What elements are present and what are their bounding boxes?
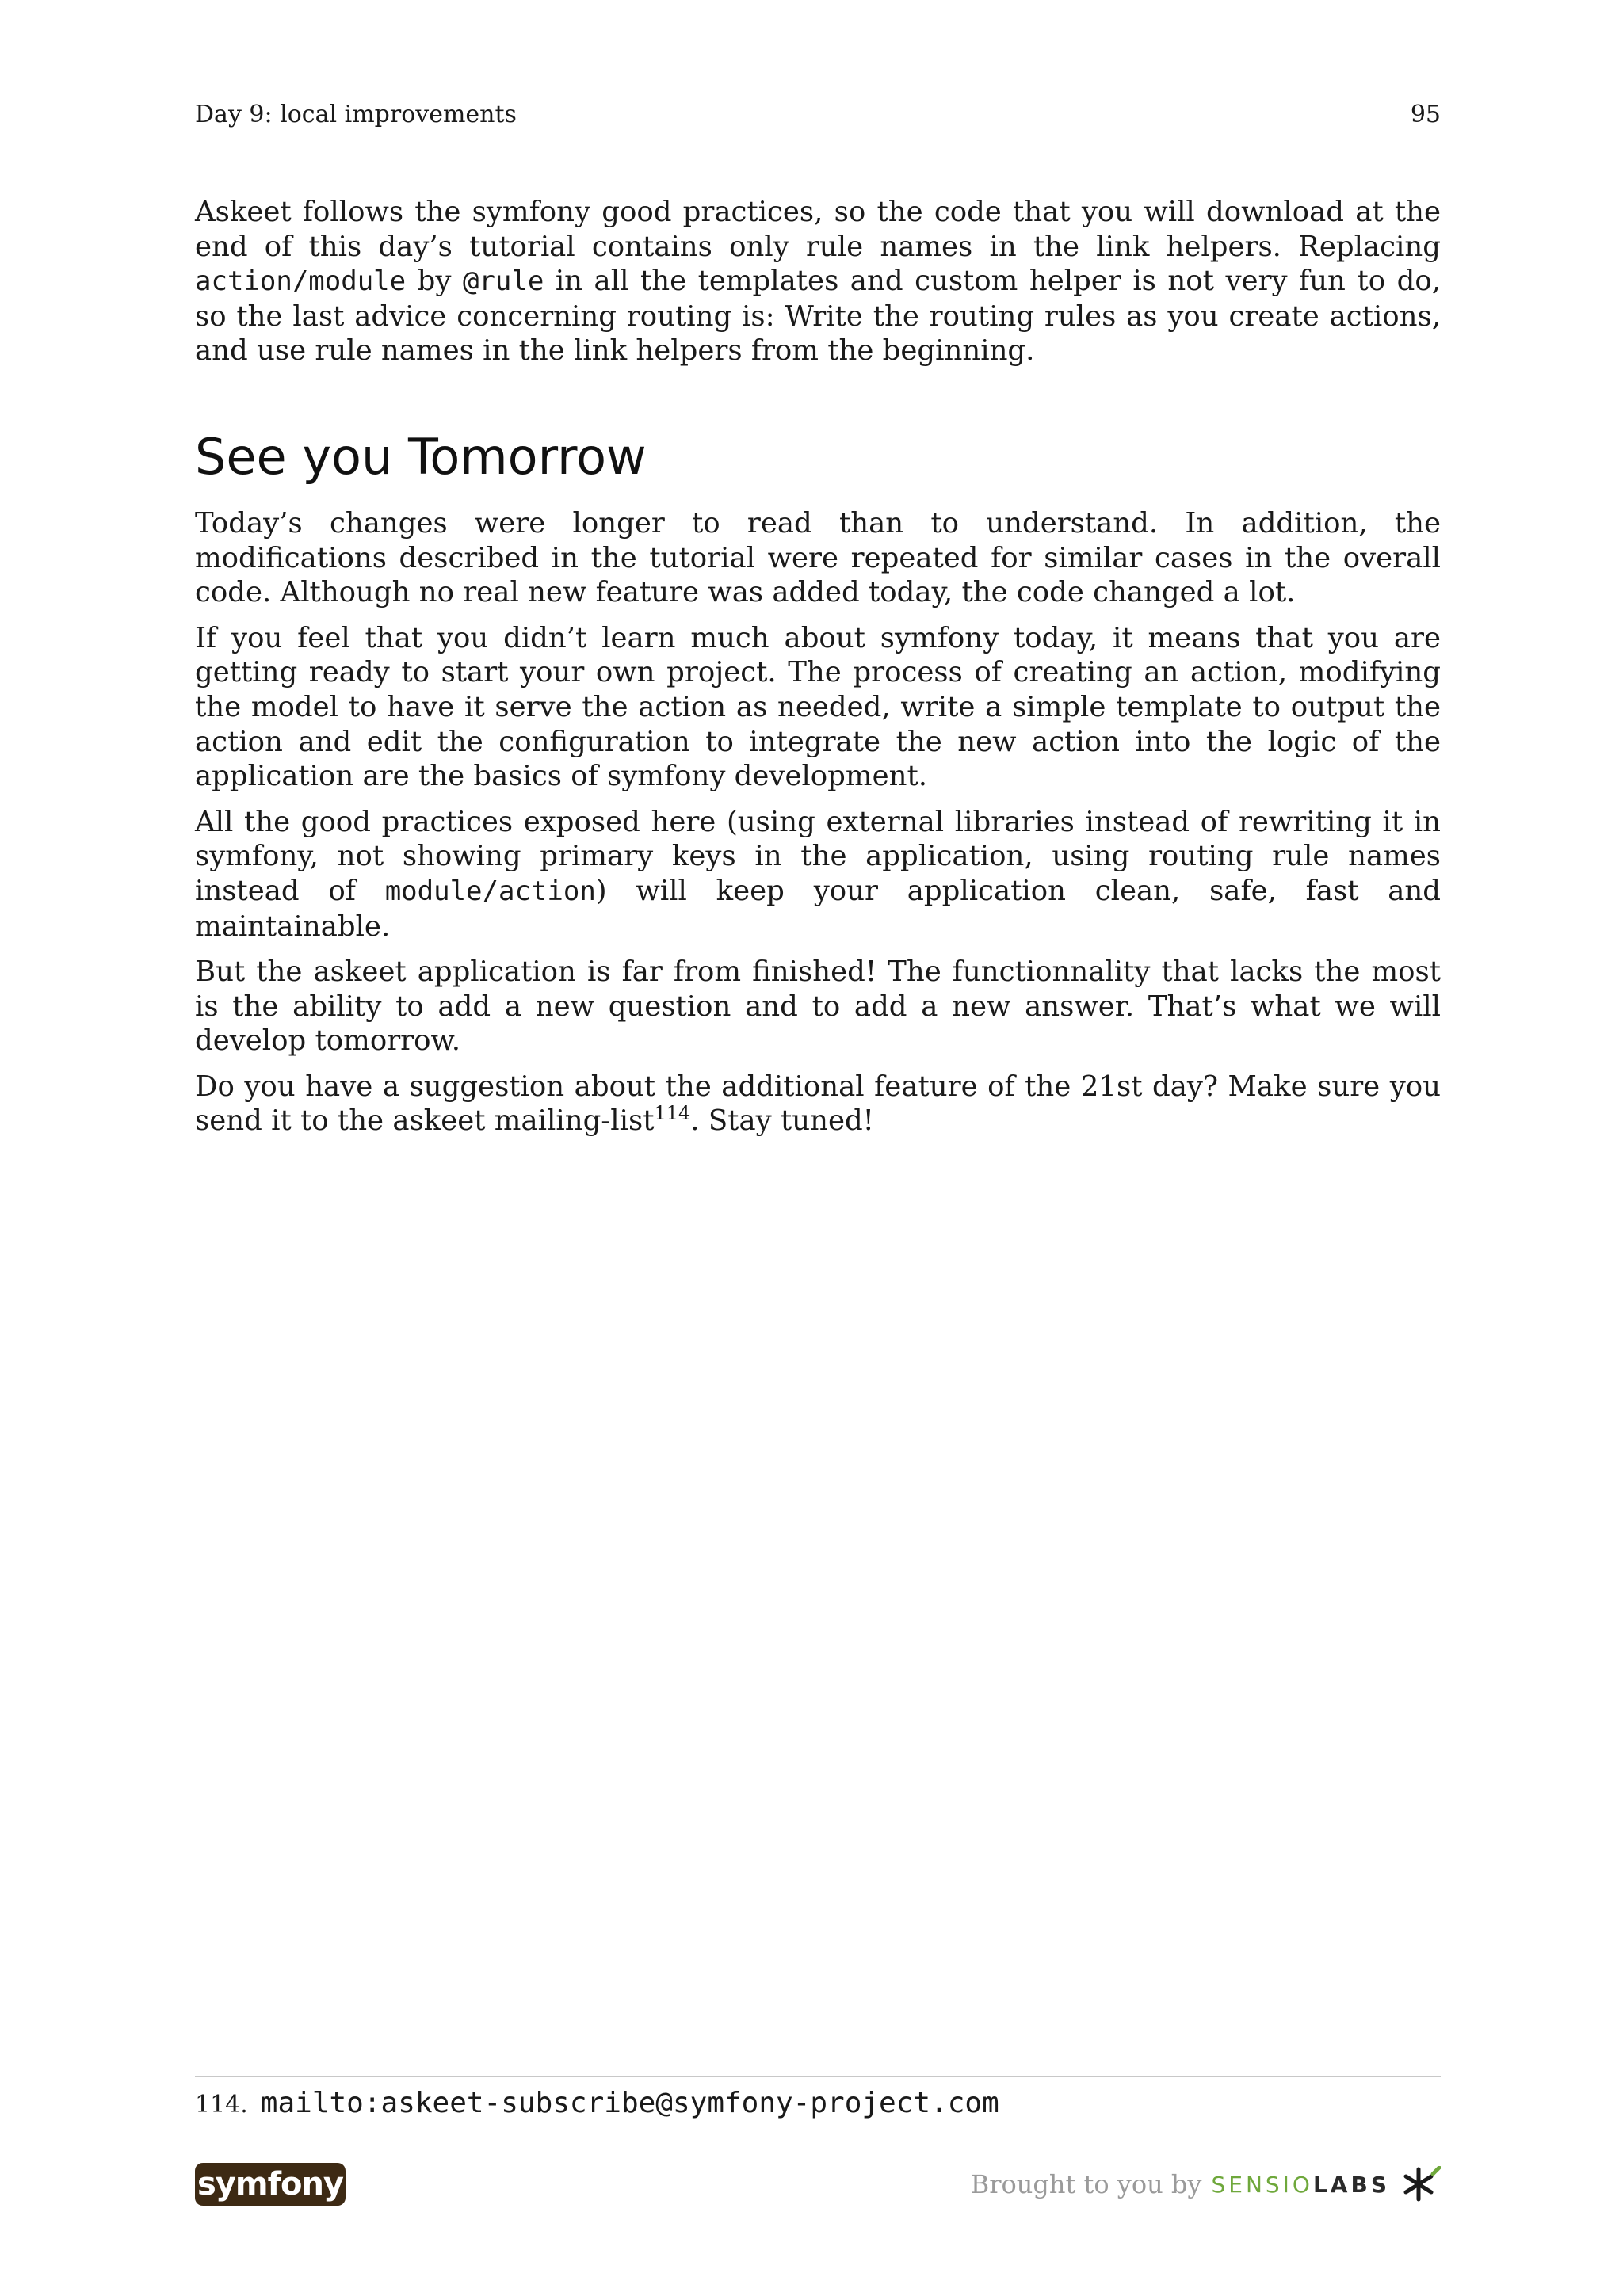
page-number: 95 [1410, 100, 1441, 128]
text-run: in all the templates and custom helper is not very fun to do, so the last advice concerning routing is: Write the routing rules as you create actions, and use rule names in the link helpers from the beginning. [195, 265, 1441, 368]
sensio-wordmark: SENSIO [1211, 2171, 1313, 2198]
footnote-number: 114. [195, 2091, 248, 2119]
symfony-logo [195, 2163, 346, 2206]
credit-text: Brought to you by [970, 2169, 1202, 2199]
paragraph-1: Today’s changes were longer to read than to understand. In addition, the modifications described in the tutorial were repeated for similar cases in the overall code. Although no real new feature was added today, the code changed a lot. [195, 506, 1441, 609]
inline-code: action/module [195, 265, 407, 298]
chapter-title: Day 9: local improvements [195, 100, 517, 128]
text-run: . Stay tuned! [690, 1104, 874, 1138]
footnote-link[interactable]: mailto:askeet-subscribe@symfony-project.com [260, 2087, 999, 2119]
footnote-reference[interactable]: 114 [654, 1102, 691, 1125]
paragraph-4: But the askeet application is far from finished! The functionnality that lacks the most is the ability to add a new question and to add a new answer. That’s what we will develop tomorrow. [195, 955, 1441, 1058]
paragraph-2: If you feel that you didn’t learn much about symfony today, it means that you are getting ready to start your own project. The process of creating an action, modifying the model to have it serve the action as needed, write a simple template to output the action and edit the configuration to integrate the new action into the logic of the application are the basics of symfony development. [195, 621, 1441, 793]
text-run: All the good practices exposed here (using external libraries instead of rewriting it in symfony, not showing primary keys in the application, using routing rule names instead of [195, 805, 1441, 907]
footnote [195, 2084, 999, 2125]
text-run: Askeet follows the symfony good practices, so the code that you will download at the end of this day’s tutorial contains only rule names in the link helpers. Replacing [195, 196, 1441, 263]
inline-code: @rule [462, 265, 544, 298]
intro-paragraph [195, 195, 1441, 368]
inline-code: module/action [384, 875, 596, 907]
paragraph-5 [195, 1070, 1441, 1138]
page-header [195, 98, 1441, 130]
footnote-divider [195, 2076, 1441, 2077]
sensiolabs-star-icon [1400, 2166, 1441, 2203]
section-heading: See you Tomorrow [195, 427, 647, 486]
page-content [195, 195, 1441, 1150]
text-run: ) will keep your application clean, safe, fast and maintainable. [195, 874, 1441, 943]
symfony-logo-text: symfony [197, 2166, 343, 2203]
paragraph-3 [195, 805, 1441, 944]
labs-wordmark: LABS [1312, 2171, 1390, 2198]
text-run: Do you have a suggestion about the additional feature of the 21st day? Make sure you send it to the askeet mailing-list [195, 1070, 1441, 1138]
text-run: by [406, 265, 463, 298]
sensiolabs-credit [971, 2163, 1441, 2206]
